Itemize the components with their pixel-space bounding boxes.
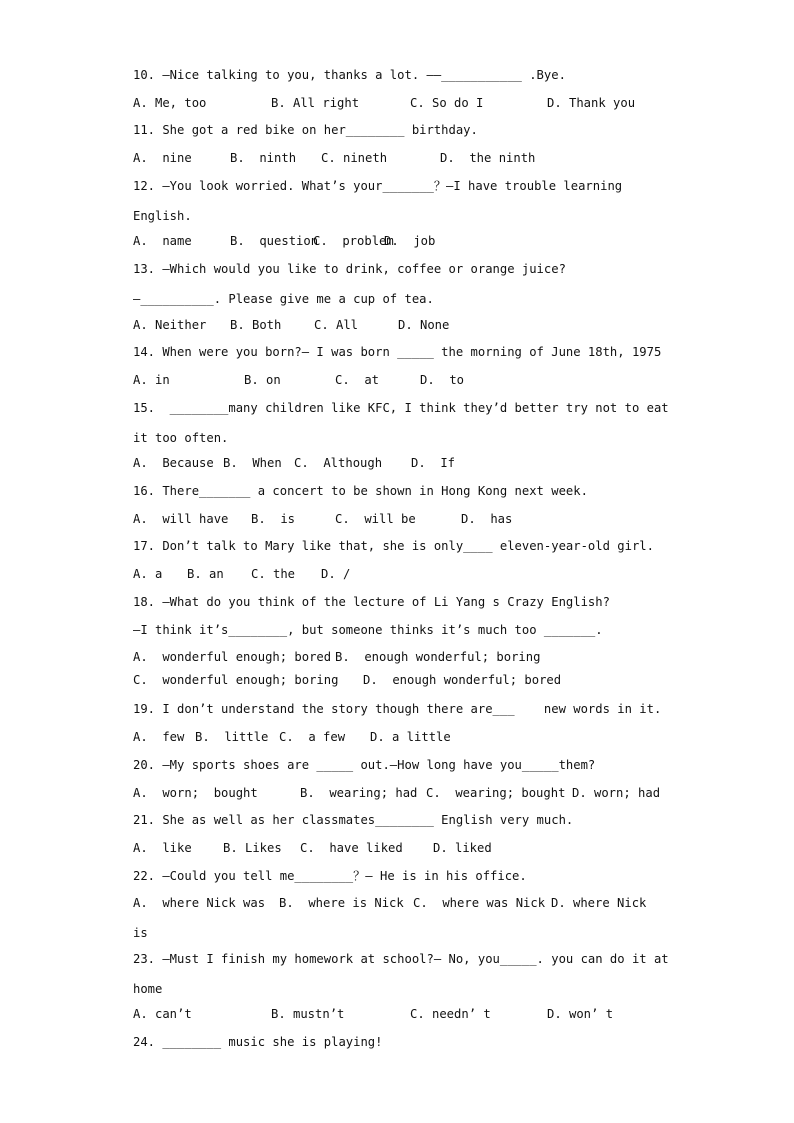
question-stem: 21. She as well as her classmates________ English very much. (133, 813, 574, 827)
option-continuation: is (133, 926, 148, 940)
answer-option: B. is (251, 512, 296, 526)
answer-option: C. So do I (410, 96, 484, 110)
question-stem: 11. She got a red bike on her________ birthday. (133, 123, 478, 137)
answer-option: C. nineth (321, 151, 388, 165)
answer-option: C. Although (294, 456, 383, 470)
question-stem: 17. Don’t talk to Mary like that, she is only____ eleven-year-old girl. (133, 539, 654, 553)
answer-option: D. None (398, 318, 450, 332)
answer-option: B. Likes (223, 841, 282, 855)
answer-option: C. problem (313, 234, 394, 248)
answer-option: C. at (335, 373, 380, 387)
answer-option: C. will be (335, 512, 416, 526)
answer-option: B. mustn’t (271, 1007, 345, 1021)
answer-option: C. the (251, 567, 296, 581)
question-stem: 24. ________ music she is playing! (133, 1035, 383, 1049)
answer-option: A. Neither (133, 318, 207, 332)
answer-option: C. wearing; bought (426, 786, 566, 800)
answer-option: C. All (314, 318, 359, 332)
answer-option: B. wearing; had (300, 786, 418, 800)
answer-option: D. If (411, 456, 456, 470)
answer-option: A. wonderful enough; bored (133, 650, 332, 664)
question-stem: home (133, 982, 163, 996)
answer-option: A. few (133, 730, 185, 744)
question-stem: 10. —Nice talking to you, thanks a lot. ——___________ .Bye. (133, 68, 566, 82)
answer-option: A. where Nick was (133, 896, 266, 910)
answer-option: B. enough wonderful; boring (335, 650, 541, 664)
answer-option: D. the ninth (440, 151, 536, 165)
question-stem: 16. There_______ a concert to be shown in Hong Kong next week. (133, 484, 588, 498)
answer-option: B. Both (230, 318, 282, 332)
answer-option: A. in (133, 373, 170, 387)
answer-option: D. enough wonderful; bored (363, 673, 562, 687)
answer-option: A. worn; bought (133, 786, 258, 800)
answer-option: D. job (384, 234, 436, 248)
question-stem: 12. —You look worried. What’s your_______？—I have trouble learning (133, 179, 623, 193)
answer-option: D. won’ t (547, 1007, 614, 1021)
answer-option: B. an (187, 567, 224, 581)
question-stem: 14. When were you born?— I was born _____ the morning of June 18th, 1975 (133, 345, 662, 359)
answer-option: C. needn’ t (410, 1007, 491, 1021)
answer-option: D. worn; had (572, 786, 661, 800)
answer-option: B. little (195, 730, 269, 744)
question-stem: 20. —My sports shoes are _____ out.—How long have you_____them? (133, 758, 596, 772)
answer-option: A. like (133, 841, 192, 855)
answer-option: D. to (420, 373, 465, 387)
answer-option: B. ninth (230, 151, 297, 165)
answer-option: C. wonderful enough; boring (133, 673, 339, 687)
answer-option: B. on (244, 373, 281, 387)
answer-option: D. liked (433, 841, 492, 855)
question-stem: 18. —What do you think of the lecture of Li Yang s Crazy English? (133, 595, 610, 609)
answer-option: D. where Nick (551, 896, 647, 910)
answer-option: A. nine (133, 151, 192, 165)
question-stem: 15. ________many children like KFC, I think they’d better try not to eat (133, 401, 669, 415)
answer-option: A. a (133, 567, 163, 581)
question-stem: English. (133, 209, 192, 223)
answer-option: C. where was Nick (413, 896, 546, 910)
answer-option: B. When (223, 456, 282, 470)
answer-option: B. where is Nick (279, 896, 404, 910)
question-stem: it too often. (133, 431, 229, 445)
answer-option: A. Me, too (133, 96, 207, 110)
question-stem: —I think it’s________, but someone thinks it’s much too _______. (133, 623, 603, 637)
answer-option: C. a few (279, 730, 346, 744)
answer-option: A. can’t (133, 1007, 192, 1021)
answer-option: A. name (133, 234, 192, 248)
answer-option: D. / (321, 567, 351, 581)
question-stem: —__________. Please give me a cup of tea. (133, 292, 434, 306)
answer-option: D. Thank you (547, 96, 636, 110)
answer-option: D. a little (370, 730, 451, 744)
answer-option: A. will have (133, 512, 229, 526)
question-stem: 13. —Which would you like to drink, coffee or orange juice? (133, 262, 566, 276)
answer-option: C. have liked (300, 841, 403, 855)
question-stem: 22. —Could you tell me________？— He is in his office. (133, 869, 527, 883)
answer-option: B. All right (271, 96, 360, 110)
answer-option: B. question (230, 234, 319, 248)
answer-option: D. has (461, 512, 513, 526)
answer-option: A. Because (133, 456, 214, 470)
question-stem: 23. —Must I finish my homework at school?— No, you_____. you can do it at (133, 952, 669, 966)
question-stem: 19. I don’t understand the story though there are___ new words in it. (133, 702, 662, 716)
